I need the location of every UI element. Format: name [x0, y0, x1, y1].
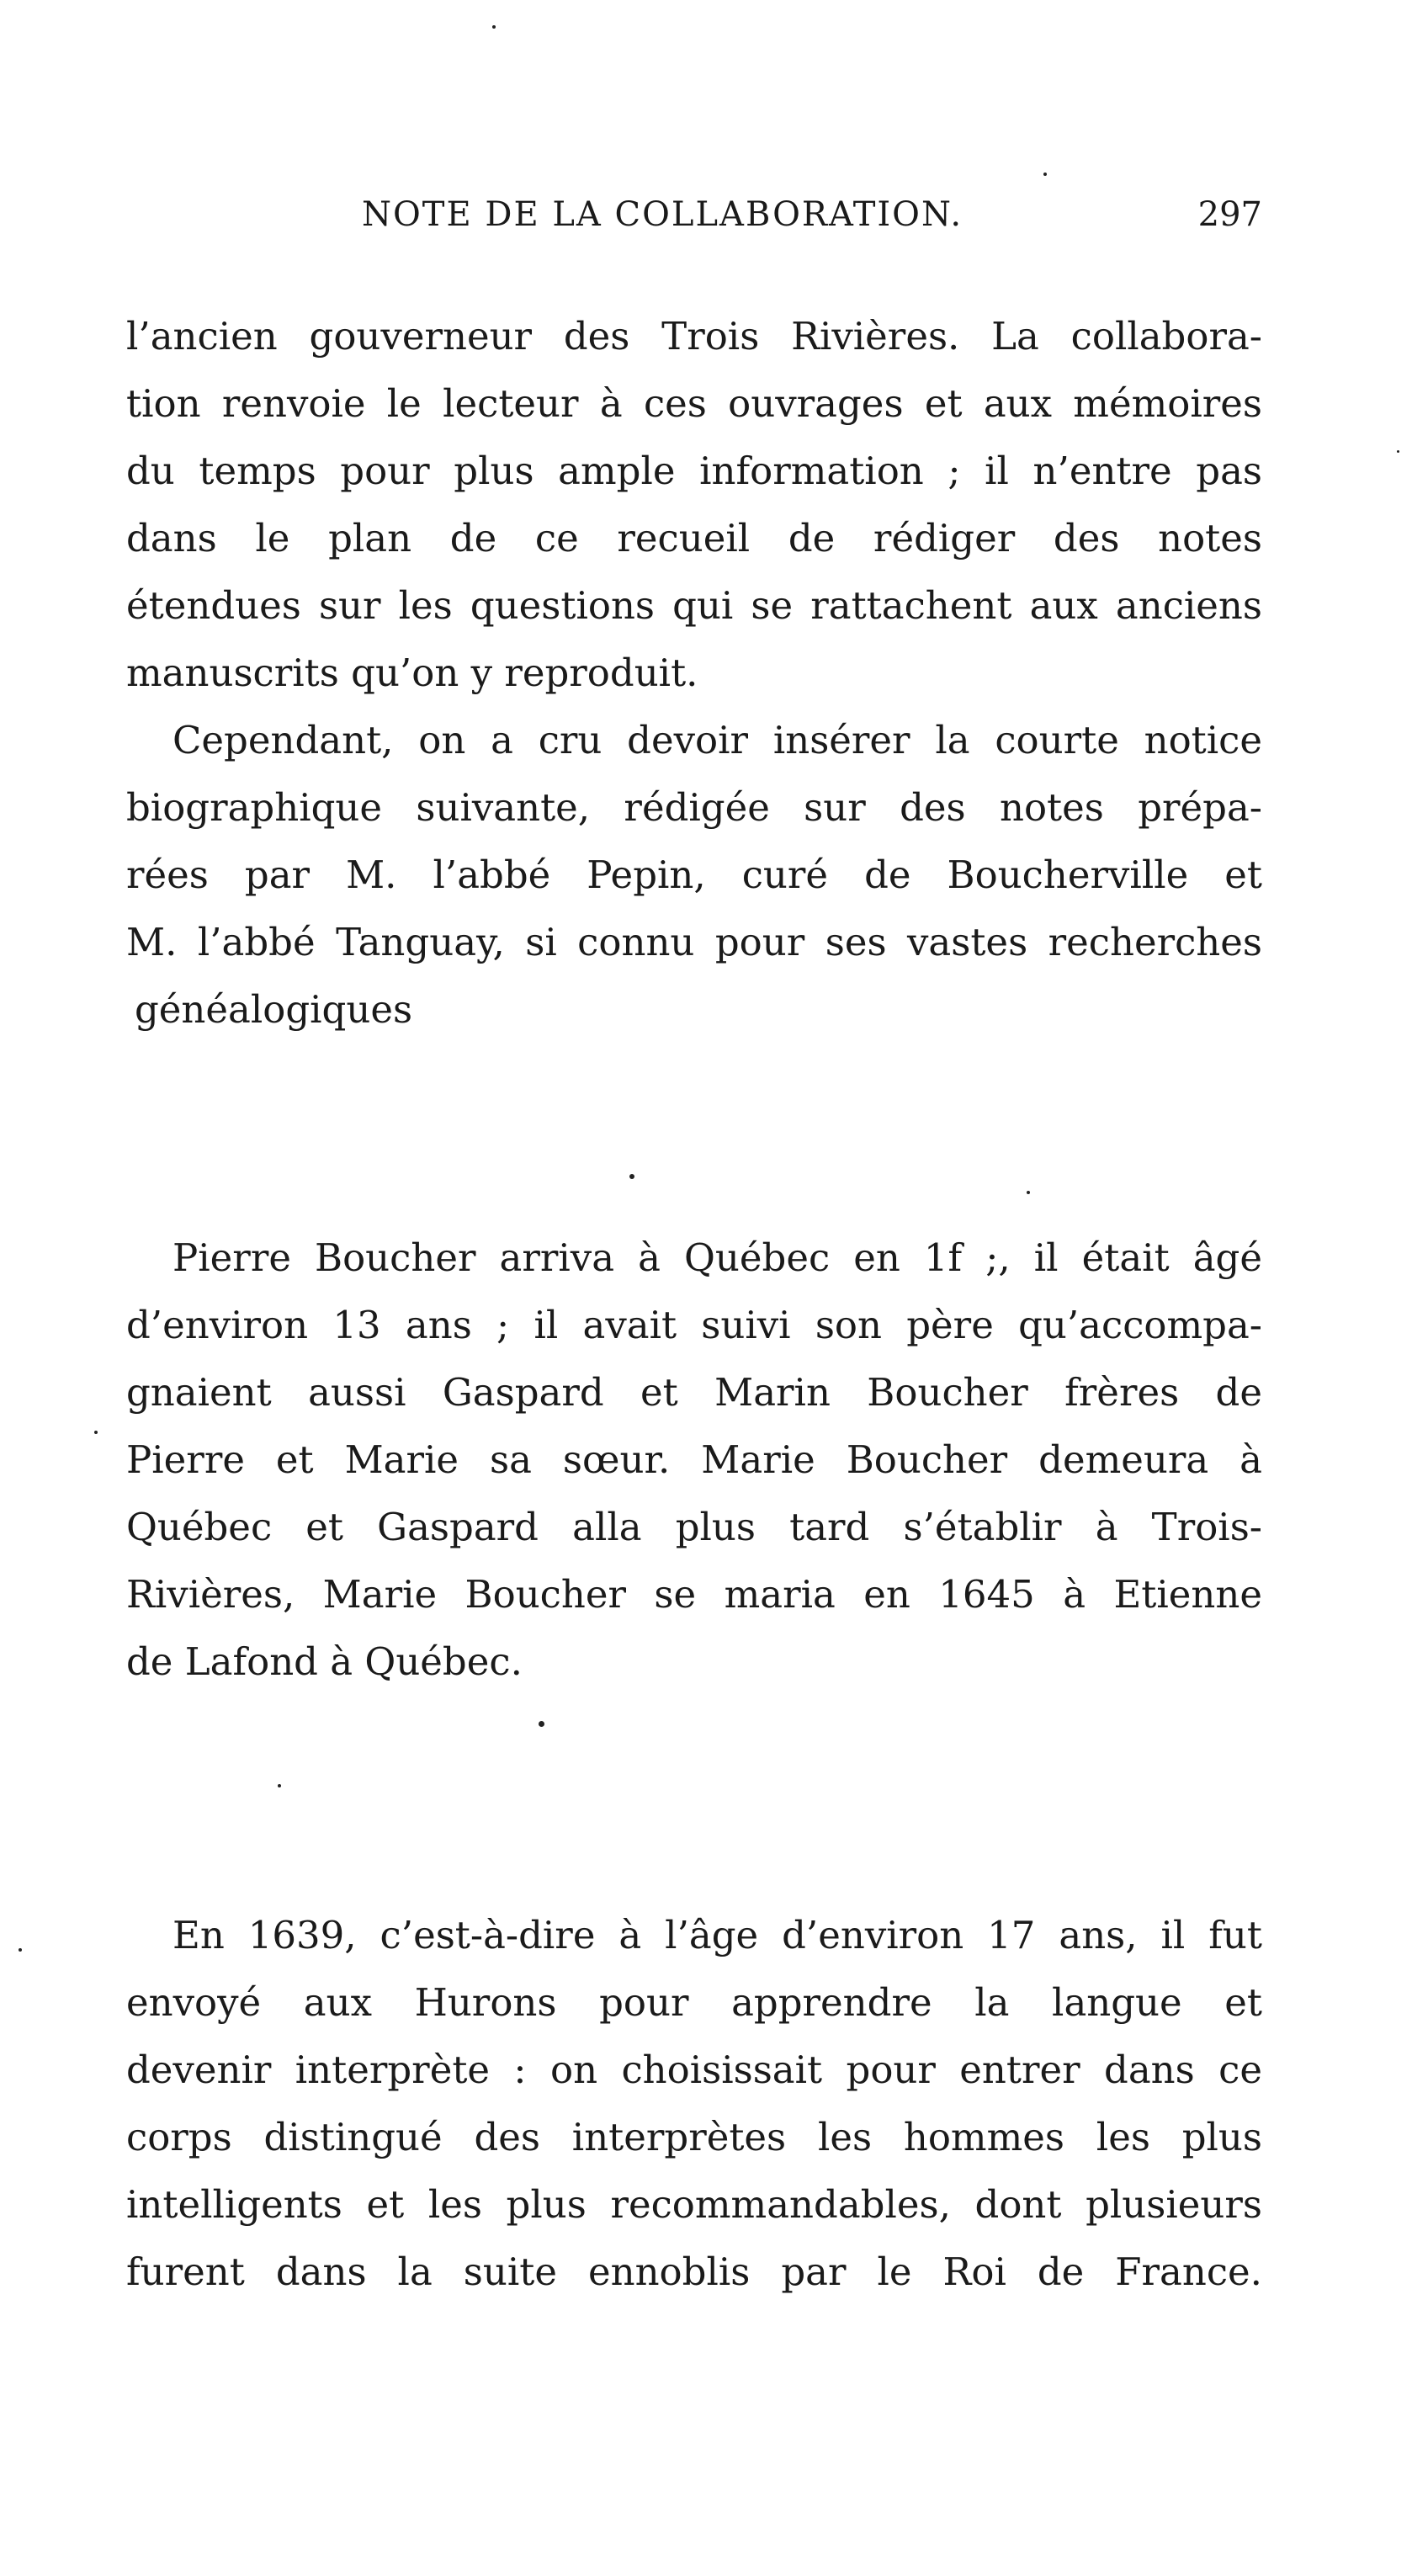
text-line: tion renvoie le lecteur à ces ouvrages et aux mémoires	[126, 381, 1262, 426]
text-line: intelligents et les plus recommandables, dont plusieurs	[126, 2182, 1262, 2227]
scan-speck	[278, 1784, 281, 1787]
text-line: biographique suivante, rédigée sur des notes prépa-	[126, 785, 1262, 830]
scan-speck	[19, 1948, 22, 1952]
scan-speck	[1043, 173, 1047, 176]
running-header	[126, 195, 1262, 246]
scan-speck	[1027, 1191, 1030, 1194]
scan-speck	[539, 1721, 544, 1727]
text-line: de Lafond à Québec.	[126, 1639, 523, 1684]
text-line: devenir interprète : on choisissait pour entrer dans ce	[126, 2048, 1262, 2092]
text-line: Pierre et Marie sa sœur. Marie Boucher demeura à	[126, 1437, 1262, 1482]
text-line: Québec et Gaspard alla plus tard s’établir à Trois-	[126, 1505, 1262, 1549]
paragraph-3	[126, 1224, 1262, 1696]
text-line: généalogiques	[135, 987, 413, 1032]
text-line: étendues sur les questions qui se rattachent aux anciens	[126, 583, 1262, 628]
text-line: dans le plan de ce recueil de rédiger des notes	[126, 516, 1262, 560]
text-line: rées par M. l’abbé Pepin, curé de Boucherville et	[126, 852, 1262, 897]
paragraph-2	[126, 707, 1262, 1044]
text-line: d’environ 13 ans ; il avait suivi son père qu’accompa-	[126, 1303, 1262, 1347]
scan-speck	[94, 1431, 98, 1434]
text-line: Pierre Boucher arriva à Québec en 1f ;, il était âgé	[173, 1235, 1262, 1280]
text-line: l’ancien gouverneur des Trois Rivières. La collabora-	[126, 314, 1262, 359]
text-line: En 1639, c’est-à-dire à l’âge d’environ 17 ans, il fut	[173, 1913, 1262, 1957]
scan-speck	[492, 25, 496, 29]
running-title: NOTE DE LA COLLABORATION.	[362, 195, 963, 234]
scan-speck	[1397, 450, 1399, 453]
text-line: Cependant, on a cru devoir insérer la courte notice	[173, 718, 1262, 762]
text-line: gnaient aussi Gaspard et Marin Boucher frères de	[126, 1370, 1262, 1415]
text-line: du temps pour plus ample information ; il n’entre pas	[126, 449, 1262, 493]
scan-speck	[629, 1174, 634, 1179]
text-line: furent dans la suite ennoblis par le Roi de France.	[126, 2249, 1262, 2294]
page-number: 297	[1197, 195, 1262, 234]
text-line: manuscrits qu’on y reproduit.	[126, 651, 698, 695]
text-line: corps distingué des interprètes les hommes les plus	[126, 2115, 1262, 2159]
text-line: M. l’abbé Tanguay, si connu pour ses vastes recherches	[126, 920, 1262, 964]
text-line: envoyé aux Hurons pour apprendre la langue et	[126, 1980, 1262, 2025]
paragraph-4	[126, 1902, 1262, 2306]
paragraph-1	[126, 303, 1262, 707]
text-line: Rivières, Marie Boucher se maria en 1645 à Etienne	[126, 1572, 1262, 1617]
